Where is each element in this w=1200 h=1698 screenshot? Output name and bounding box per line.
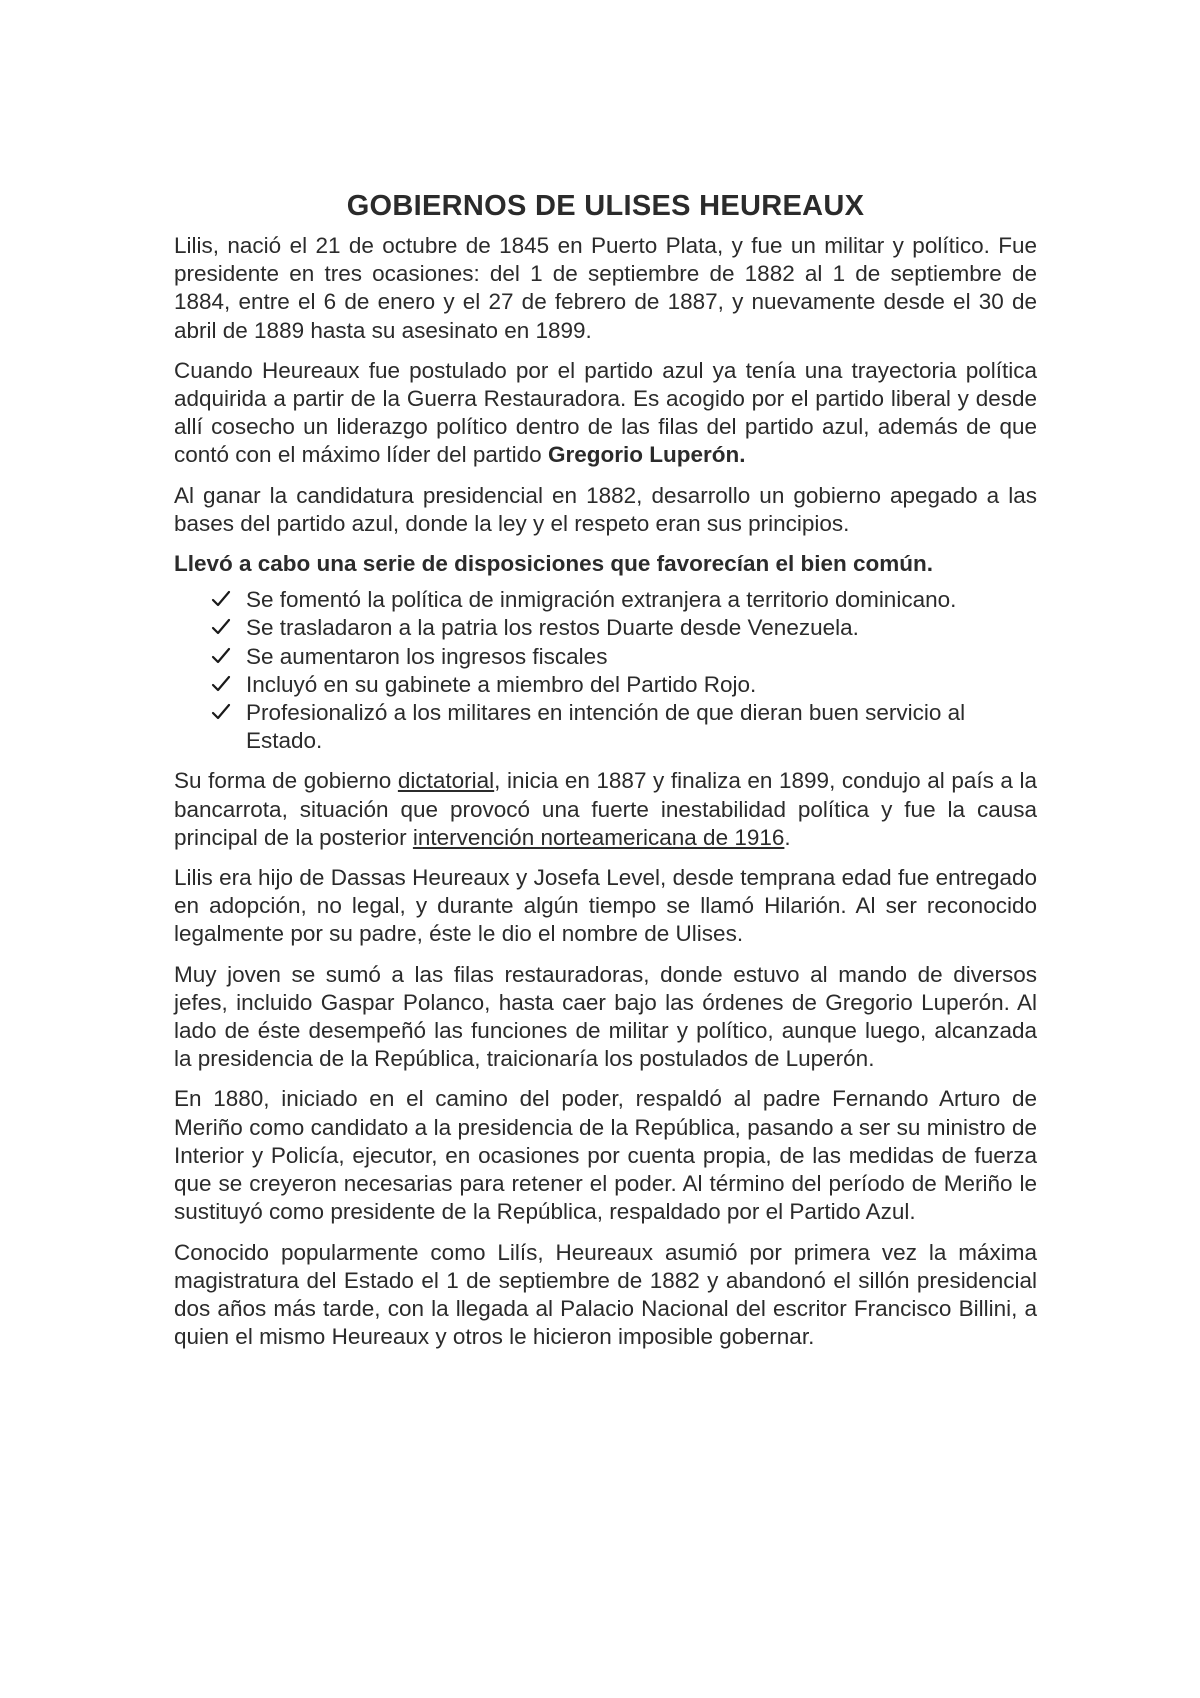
list-item [174, 614, 1037, 642]
document-title: GOBIERNOS DE ULISES HEUREAUX [346, 190, 865, 222]
paragraph-first-term: Conocido popularmente como Lilís, Heureaux asumió por primera vez la máxima magistratura del Estado el 1 de septiembre de 1882 y abandonó el sillón presidencial dos años más tarde, con la llegada al Palacio Nacional del escritor Francisco Billini, a quien el mismo Heureaux y otros le hicieron imposible gobernar. [174, 1239, 1037, 1350]
list-item [174, 699, 1037, 755]
list-item-text: Se fomentó la política de inmigración extranjera a territorio dominicano. [246, 587, 957, 613]
paragraph-party-azul-text: Cuando Heureaux fue postulado por el partido azul ya tenía una trayectoria política adquirida a partir de la Guerra Restauradora. Es acogido por el partido liberal y desde allí cosecho un liderazgo político dentro de las filas del partido azul, además de que contó con el máximo líder del partido [174, 357, 1037, 468]
paragraph-dictatorship-text-b: , inicia en 1887 y finaliza en 1899, condujo al país a la bancarrota, situación que provocó una fuerte inestabilidad política y fue la causa principal de la posterior [174, 768, 1037, 850]
paragraph-dictatorship-text-c: . [784, 824, 791, 850]
paragraph-birth-presidencies: Lilis, nació el 21 de octubre de 1845 en Puerto Plata, y fue un militar y político. Fue presidente en tres ocasiones: del 1 de septiembre de 1882 al 1 de septiembre de 1884, entre el 6 de enero y el 27 de febrero de 1887, y nuevamente desde el 30 de abril de 1889 hasta su asesinato en 1899. [174, 233, 1037, 343]
list-item [174, 643, 1037, 671]
link-dictatorial[interactable]: dictatorial [397, 768, 495, 794]
checkmark-icon [210, 701, 232, 723]
list-item [174, 586, 1037, 614]
paragraph-candidature-1882: Al ganar la candidatura presidencial en 1882, desarrollo un gobierno apegado a las bases del partido azul, donde la ley y el respeto eran sus principios. [174, 482, 1037, 536]
paragraph-restoration: Muy joven se sumó a las filas restauradoras, donde estuvo al mando de diversos jefes, incluido Gaspar Polanco, hasta caer bajo las órdenes de Gregorio Luperón. Al lado de éste desempeñó las funciones de militar y político, aunque luego, alcanzada la presidencia de la República, traicionaría los postulados de Luperón. [174, 961, 1037, 1072]
paragraph-dictatorship-text-a: Su forma de gobierno [174, 768, 398, 794]
paragraph-family: Lilis era hijo de Dassas Heureaux y Josefa Level, desde temprana edad fue entregado en adopción, no legal, y durante algún tiempo se llamó Hilarión. Al ser reconocido legalmente por su padre, éste le dio el nombre de Ulises. [174, 865, 1037, 947]
link-intervencion-1916[interactable]: intervención norteamericana de 1916 [412, 824, 785, 850]
checkmark-icon [210, 588, 232, 610]
paragraph-merino: En 1880, iniciado en el camino del poder, respaldó al padre Fernando Arturo de Meriño como candidato a la presidencia de la República, pasando a ser su ministro de Interior y Policía, ejecutor, en ocasiones por cuenta propia, de las medidas de fuerza que se creyeron necesarias para retener el poder. Al término del período de Meriño le sustituyó como presidente de la República, respaldado por el Partido Azul. [174, 1086, 1037, 1225]
list-item-text: Se aumentaron los ingresos fiscales [246, 643, 608, 669]
paragraph-dictatorship [174, 767, 1037, 852]
list-item [174, 671, 1037, 699]
list-item-text: Incluyó en su gabinete a miembro del Partido Rojo. [246, 671, 757, 697]
checkmark-icon [210, 673, 232, 695]
paragraph-party-azul [174, 357, 1037, 470]
list-item-text: Profesionalizó a los militares en intención de que dieran buen servicio al Estado. [246, 700, 966, 754]
list-item-text: Se trasladaron a la patria los restos Duarte desde Venezuela. [246, 615, 859, 641]
bold-name-luperon: Gregorio Luperón. [547, 442, 746, 468]
checkmark-icon [210, 645, 232, 667]
document-body [174, 188, 1037, 1363]
checkmark-icon [210, 616, 232, 638]
section-subheading: Llevó a cabo una serie de disposiciones que favorecían el bien común. [174, 551, 933, 577]
measures-checklist [174, 586, 1037, 755]
